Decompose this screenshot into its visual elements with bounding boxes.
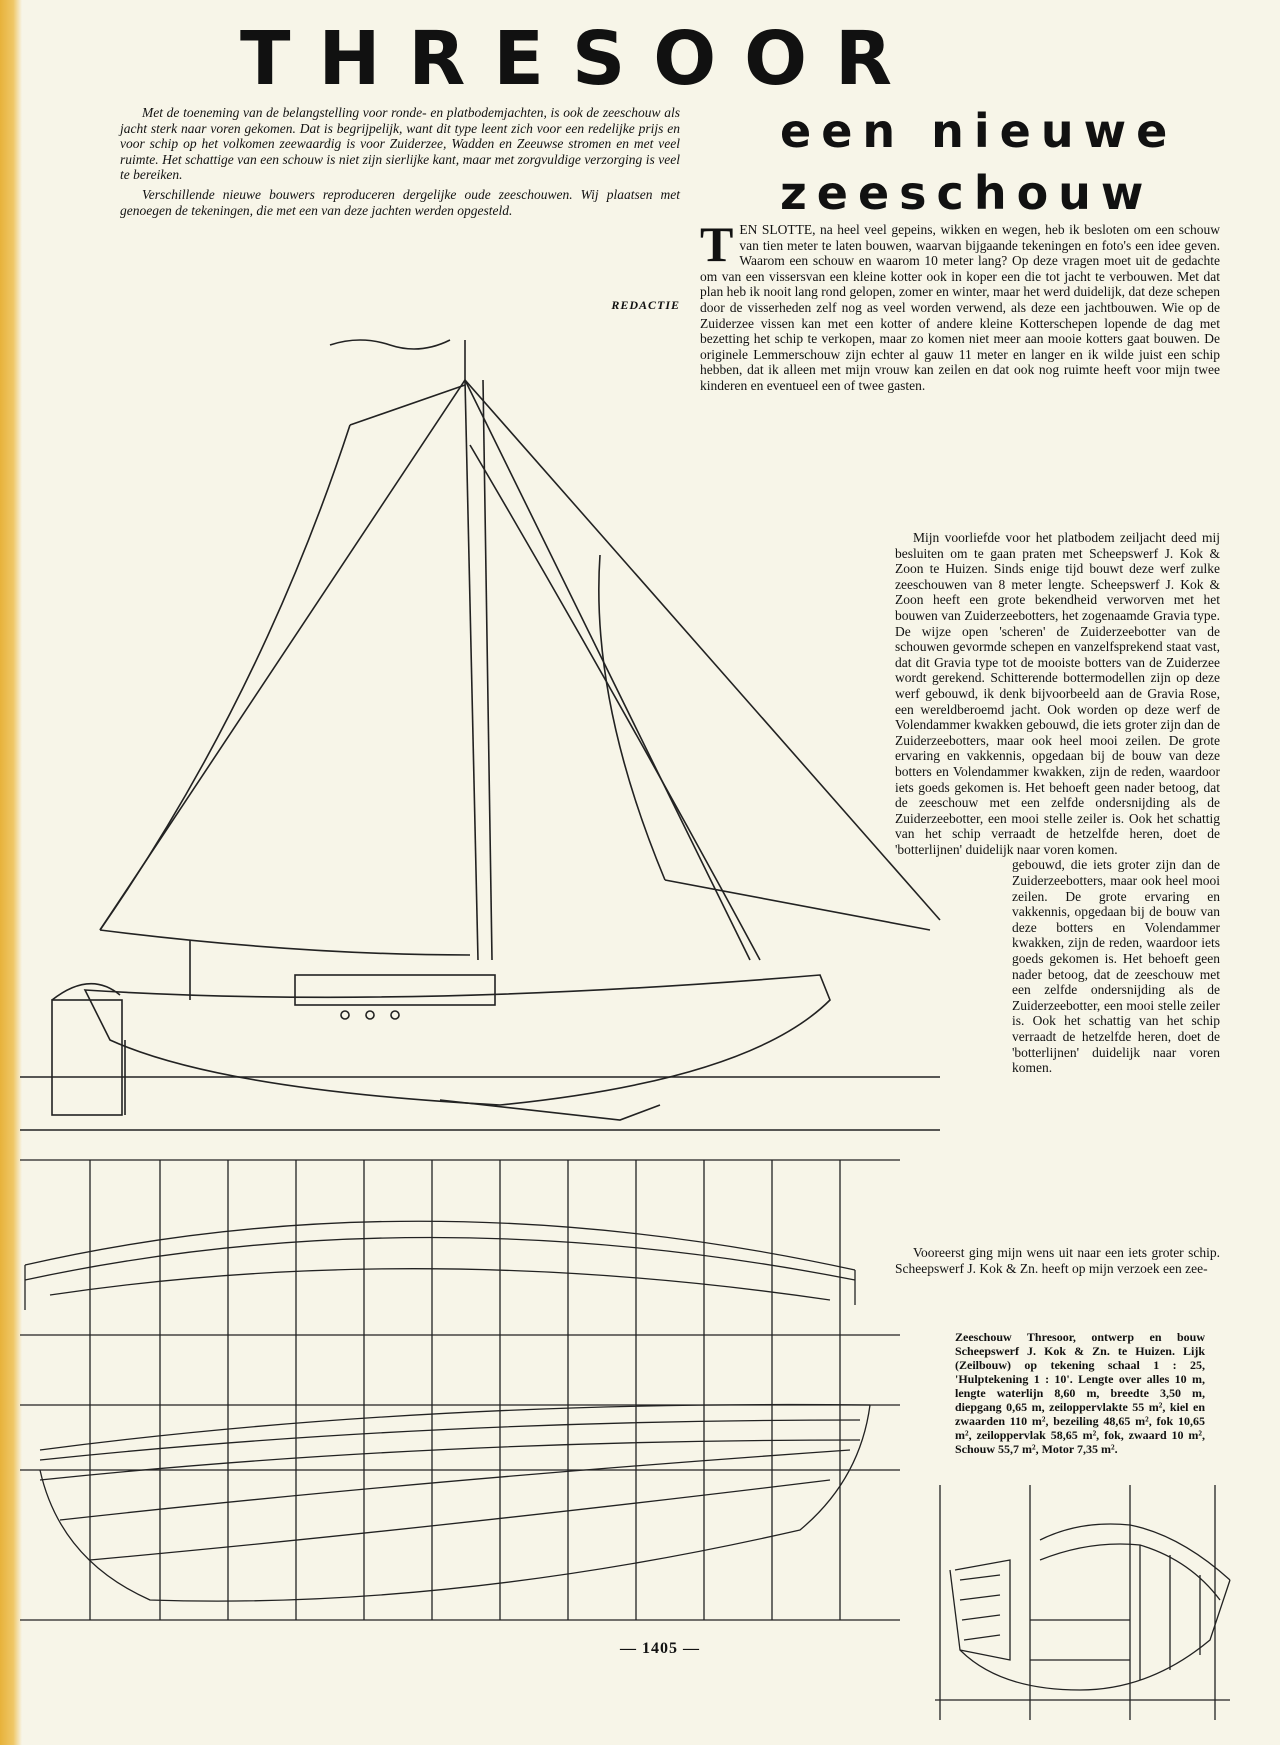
lines-plan-drawing [20,1160,900,1620]
sail-plan-drawing [20,340,940,1130]
article-paragraph-1: EN SLOTTE, na heel veel gepeins, wikken en wegen, heb ik besloten om een schouw van tien meter te laten bouwen, waarvan bijgaande tekeningen en foto's een idee geven. Waarom een schouw en waarom 10 meter lang? Op deze vragen moet uit de gedachte om van een vissersvan een kleine kotter ook in koper een die tot jacht te verbouwen. Met dat plan heb ik nooit lang rond gelopen, zomer en winter, maar het werd duidelijk, dat deze schepen door de visserheden zelf nog as veel worden verwend, als deze een jachtbouwen. Wie op de Zuiderzee vissen kan met een kotter of andere kleine Kotterschepen lopende de dag met bezetting het schip te verkopen, maar zo komen niet meer aan mooie kotters gaat bouwen. De originele Lemmerschouw zijn echter al gauw 11 meter en langer en ik wilde juist een schip hebben, dat ik alleen met mijn vrouw kan zeilen en dat ook nog ruimte heeft voor mijn twee kinderen en eventueel een of twee gasten. [700,222,1220,393]
page-number: — 1405 — [620,1640,700,1657]
subtitle-line-1: een nieuwe [780,104,1178,158]
body-plan-drawing [935,1485,1230,1720]
editorial-signature: REDACTIE [611,298,680,312]
drop-cap: T [700,216,734,272]
article-title: THRESOOR [240,16,921,102]
drawing-caption: Zeeschouw Thresoor, ontwerp en bouw Scheepswerf J. Kok & Zn. te Huizen. Lijk (Zeilbouw) op tekening schaal 1 : 25, 'Hulptekening 1 : 10'. Lengte over alles 10 m, lengte waterlijn 8,60 m, breedte 3,50 m, diepgang 0,65 m, zeiloppervlakte 55 m², kiel en zwaarden 110 m², bezeiling 48,65 m², fok 10,65 m², zeiloppervlak 58,65 m², fok, zwaard 10 m², Schouw 55,7 m², Motor 7,35 m². [955,1330,1205,1456]
article-paragraph-3: Vooreerst ging mijn wens uit naar een iets groter schip. Scheepswerf J. Kok & Zn. heeft op mijn verzoek een zee- [895,1245,1220,1276]
article-paragraph-2-cont: gebouwd, die iets groter zijn dan de Zuiderzeebotters, maar ook heel mooi zeilen. De grote ervaring en vakkennis, opgedaan bij de bouw van deze botters en Volendammer kwakken, zijn de reden, waardoor iets goeds gekomen is. Het behoeft geen nader betoog, dat de zeeschouw met een zelfde ondersnijding als de Zuiderzeebotter, een mooi stelle zeiler is. Ook het schattig van het schip verraadt de hetzelfde heren, doet de 'botterlijnen' duidelijk naar voren komen. [1012,860,1220,1076]
intro-paragraph-1: Met de toeneming van de belangstelling voor ronde- en platbodemjachten, is ook de zeeschouw als jacht sterk naar voren gekomen. Dat is begrijpelijk, want dit type leent zich voor een redelijke prijs en voor schip op het volkomen zeewaardig is voor Zuiderzee, Wadden en Zeeuwse stromen en met veel ruimte. Het schattige van een schouw is niet zijn sierlijke kant, maar met zorgvuldige verzorging is veel te bereiken. [120,105,680,183]
article-paragraph-2: Mijn voorliefde voor het platbodem zeiljacht deed mij besluiten om te gaan praten met Scheepswerf J. Kok & Zoon te Huizen. Sinds enige tijd bouwt deze werf zulke zeeschouwen van 8 meter lengte. Scheepswerf J. Kok & Zoon heeft een grote bekendheid verworven met het bouwen van Zuiderzeebotters, het zogenaamde Gravia type. De wijze open 'scheren' de Zuiderzeebotter van de schouwen gevormde schepen en vanzelfsprekend staat vast, dat dit Gravia type tot de mooiste botters van de Zuiderzee wordt gerekend. Schitterende bottermodellen zijn op deze werf gebouwd, ik denk bijvoorbeeld aan de Gravia Rose, een wereldberoemd jacht. Ook worden op deze werf de Volendammer kwakken gebouwd, die iets groter zijn dan de Zuiderzeebotters, maar ook heel mooi zeilen. De grote ervaring en vakkennis, opgedaan bij de bouw van deze botters en Volendammer kwakken, zijn de reden, waardoor iets goeds gekomen is. Het behoeft geen nader betoog, dat de zeeschouw met een zelfde ondersnijding als de Zuiderzeebotter, een mooi stelle zeiler is. Ook het schattig van het schip verraadt de hetzelfde heren, doet de 'botterlijnen' duidelijk naar voren komen. [895,530,1220,857]
subtitle-line-2: zeeschouw [780,166,1154,220]
intro-paragraph-2: Verschillende nieuwe bouwers reproduceren dergelijke oude zeeschouwen. Wij plaatsen met genoegen de tekeningen, die met een van deze jachten werden opgesteld. [120,186,680,218]
